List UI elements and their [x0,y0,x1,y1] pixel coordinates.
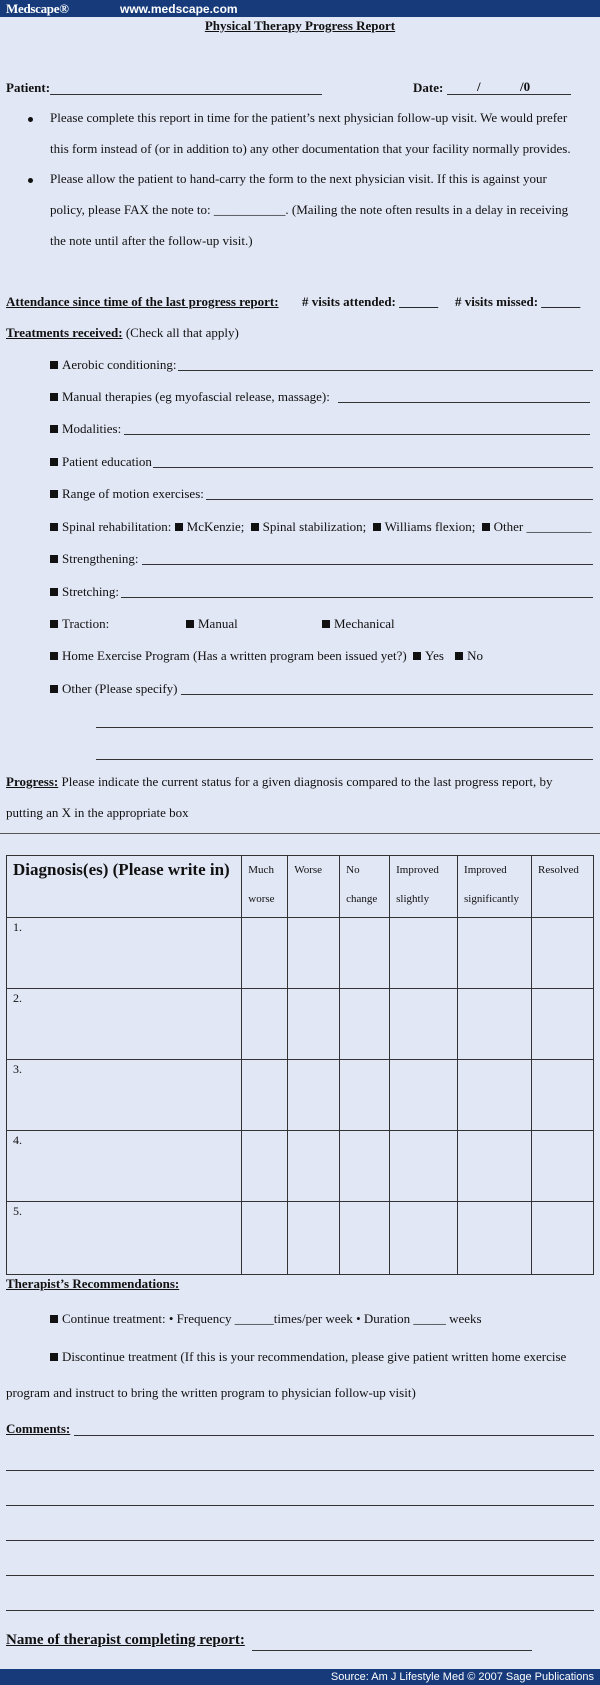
discontinue-treatment[interactable] [50,1349,566,1365]
traction-manual[interactable] [186,616,238,632]
patient-line[interactable] [50,94,322,95]
status-cell[interactable] [288,918,340,989]
treatment-manual-therapies[interactable] [50,389,330,405]
discontinue-line-2: program and instruct to bring the written program to physician follow-up visit) [6,1385,416,1400]
therapist-name-line[interactable] [252,1650,532,1651]
checkbox-icon[interactable] [50,523,58,531]
visits-missed[interactable]: # visits missed: ______ [455,294,581,309]
site-url[interactable]: www.medscape.com [120,2,238,16]
treatment-label: Home Exercise Program (Has a written program been issued yet?) [62,648,407,663]
instruction-2-line-3: the note until after the follow-up visit.) [50,233,253,248]
progress-label: Progress: [6,774,59,789]
status-cell[interactable] [340,918,390,989]
status-cell[interactable] [458,989,532,1060]
recommendations-label: Therapist’s Recommendations: [6,1276,180,1291]
status-cell[interactable] [458,918,532,989]
treatments-heading [6,325,239,341]
diagnosis-table [6,855,594,1275]
treatment-label: Other (Please specify) [62,681,178,696]
status-cell[interactable] [531,1060,593,1131]
comment-line[interactable] [6,1540,594,1541]
progress-text-1 [6,774,552,790]
option-other: Other __________ [493,519,592,534]
status-cell[interactable] [390,1202,458,1275]
treatment-home-exercise[interactable] [50,648,483,664]
continue-treatment[interactable] [50,1311,482,1327]
treatments-label: Treatments received: [6,325,123,340]
date-slash: / [477,79,481,94]
checkbox-icon[interactable] [413,652,421,660]
option-spinal-stabilization: Spinal stabilization; [262,519,367,534]
progress-instruction: Please indicate the current status for a given diagnosis compared to the last progress report, by [58,774,553,789]
checkbox-icon[interactable] [50,425,58,433]
status-cell[interactable] [531,1131,593,1202]
checkbox-icon[interactable] [50,458,58,466]
column-header: Improved significantly [458,856,532,918]
treatment-traction[interactable] [50,616,109,632]
diagnosis-header: Diagnosis(es) (Please write in) [7,856,242,918]
checkbox-icon[interactable] [50,361,58,369]
option-yes: Yes [425,648,444,663]
diagnosis-cell[interactable]: 5. [7,1202,242,1275]
status-cell[interactable] [242,1202,288,1275]
discontinue-label: Discontinue treatment (If this is your recommendation, please give patient written home exercise [62,1349,567,1364]
column-header: No change [340,856,390,918]
status-cell[interactable] [288,1202,340,1275]
option-no: No [467,648,484,663]
checkbox-icon[interactable] [50,1353,58,1361]
checkbox-icon[interactable] [50,393,58,401]
status-cell[interactable] [288,989,340,1060]
status-cell[interactable] [531,918,593,989]
checkbox-icon[interactable] [50,620,58,628]
status-cell[interactable] [242,1060,288,1131]
medscape-logo: Medscape® [6,1,69,16]
status-cell[interactable] [340,1131,390,1202]
bullet-icon [28,178,33,183]
status-cell[interactable] [242,918,288,989]
footer-bar [0,1669,600,1685]
status-cell[interactable] [340,989,390,1060]
treatment-label: Modalities: [62,421,122,436]
status-cell[interactable] [458,1131,532,1202]
comment-line[interactable] [74,1435,594,1436]
comments-label: Comments: [6,1421,71,1436]
status-cell[interactable] [242,1131,288,1202]
treatment-label: Strengthening: [62,551,139,566]
diagnosis-cell[interactable]: 2. [7,989,242,1060]
fill-line[interactable] [181,694,593,695]
treatment-strengthening[interactable] [50,551,139,567]
diagnosis-cell[interactable]: 3. [7,1060,242,1131]
traction-mechanical[interactable] [322,616,395,632]
treatment-label: Stretching: [62,584,120,599]
status-cell[interactable] [340,1060,390,1131]
instruction-2-line-1: Please allow the patient to hand-carry the form to the next physician visit. If this is against your [50,171,547,186]
attendance-label: Attendance since time of the last progress report: [6,294,279,309]
checkbox-icon[interactable] [251,523,259,531]
treatment-other[interactable] [50,681,178,697]
treatment-range-of-motion[interactable] [50,486,204,502]
treatment-label: Traction: [62,616,110,631]
checkbox-icon[interactable] [175,523,183,531]
table-header-row [7,856,594,918]
column-header: Resolved [531,856,593,918]
fill-line[interactable] [121,597,593,598]
checkbox-icon[interactable] [373,523,381,531]
status-cell[interactable] [390,918,458,989]
instruction-1-line-1: Please complete this report in time for the patient’s next physician follow-up visit. We would prefer [50,110,568,125]
table-row [7,1131,594,1202]
treatment-spinal-rehab[interactable] [50,519,592,535]
option-mckenzie: McKenzie; [186,519,245,534]
date-year: /0 [520,79,531,94]
fill-line[interactable] [96,759,593,760]
checkbox-icon[interactable] [50,1315,58,1323]
checkbox-icon[interactable] [50,490,58,498]
checkbox-icon[interactable] [322,620,330,628]
status-cell[interactable] [531,1202,593,1275]
checkbox-icon[interactable] [50,555,58,563]
bullet-icon [28,117,33,122]
option-williams-flexion: Williams flexion; [384,519,476,534]
checkbox-icon[interactable] [50,652,58,660]
fill-line[interactable] [178,370,593,371]
option-label: Mechanical [334,616,395,631]
fill-line[interactable] [153,467,593,468]
treatment-modalities[interactable] [50,421,121,437]
status-cell[interactable] [390,1131,458,1202]
status-cell[interactable] [458,1060,532,1131]
status-cell[interactable] [531,989,593,1060]
status-cell[interactable] [288,1131,340,1202]
progress-text-2: putting an X in the appropriate box [6,805,189,820]
table-row [7,989,594,1060]
treatment-stretching[interactable] [50,584,119,600]
table-row [7,1060,594,1131]
table-row [7,1202,594,1275]
diagnosis-cell[interactable]: 4. [7,1131,242,1202]
table-row [7,918,594,989]
status-cell[interactable] [458,1202,532,1275]
treatment-label: Manual therapies (eg myofascial release, massage): [62,389,330,404]
fill-line[interactable] [206,499,593,500]
page-title: Physical Therapy Progress Report [204,18,396,33]
fill-line[interactable] [96,727,593,728]
date-label: Date: [413,80,444,95]
checkbox-icon[interactable] [50,685,58,693]
therapist-name-label: Name of therapist completing report: [6,1632,245,1648]
treatment-label: Spinal rehabilitation: [62,519,175,534]
checkbox-icon[interactable] [455,652,463,660]
fill-line[interactable] [124,434,590,435]
continue-label: Continue treatment: • Frequency ______times/per week • Duration _____ weeks [62,1311,482,1326]
instruction-1-line-2: this form instead of (or in addition to) any other documentation that your facility normally provides. [50,141,571,156]
column-header: Much worse [242,856,288,918]
treatment-label: Range of motion exercises: [62,486,204,501]
status-cell[interactable] [390,1060,458,1131]
treatment-patient-education[interactable] [50,454,152,470]
status-cell[interactable] [390,989,458,1060]
comment-line[interactable] [6,1610,594,1611]
checkbox-icon[interactable] [186,620,194,628]
status-cell[interactable] [288,1060,340,1131]
fill-line[interactable] [338,402,590,403]
treatment-label: Patient education [62,454,152,469]
checkbox-icon[interactable] [50,588,58,596]
treatments-hint: (Check all that apply) [125,325,239,340]
header-bar [0,0,600,17]
comment-line[interactable] [6,1470,594,1471]
checkbox-icon[interactable] [482,523,490,531]
visits-attended[interactable]: # visits attended: ______ [302,294,439,309]
source-credit: Source: Am J Lifestyle Med © 2007 Sage Publications [330,1671,594,1683]
column-header: Worse [288,856,340,918]
comment-line[interactable] [6,1505,594,1506]
patient-label: Patient: [6,80,51,95]
option-label: Manual [198,616,238,631]
status-cell[interactable] [340,1202,390,1275]
comment-line[interactable] [6,1575,594,1576]
diagnosis-cell[interactable]: 1. [7,918,242,989]
divider [0,833,600,834]
date-line[interactable] [447,94,571,95]
status-cell[interactable] [242,989,288,1060]
fill-line[interactable] [142,564,593,565]
treatment-label: Aerobic conditioning: [62,357,177,372]
instruction-2-line-2: policy, please FAX the note to: ___________. (Mailing the note often results in a delay in receiving [50,202,569,217]
column-header: Improved slightly [390,856,458,918]
treatment-aerobic[interactable] [50,357,176,373]
